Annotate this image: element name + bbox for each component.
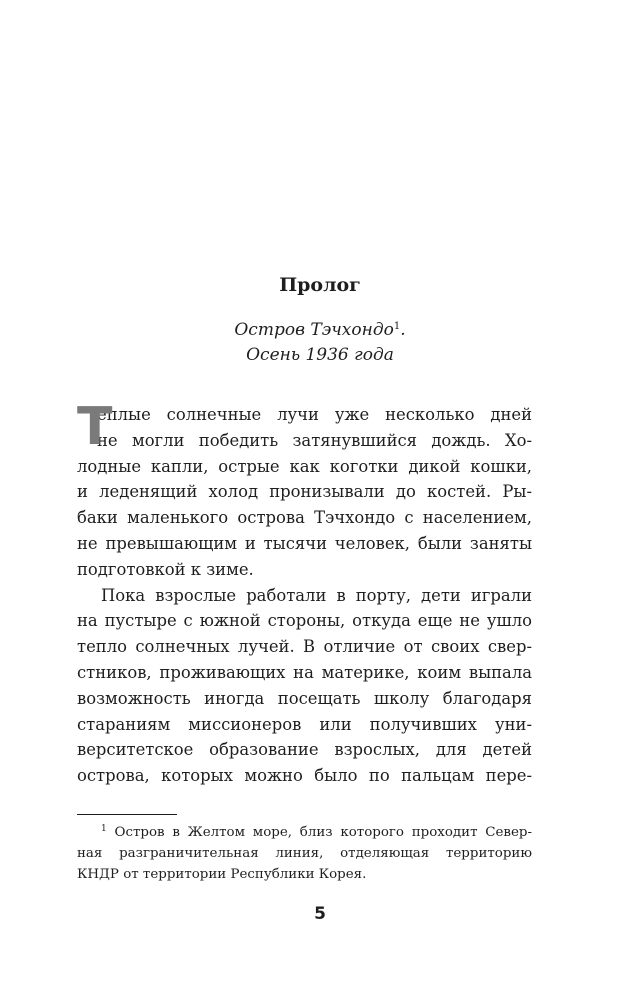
footnote-ref: 1 — [393, 321, 401, 332]
epigraph — [0, 318, 640, 368]
footnote-line — [77, 822, 532, 843]
text-line: и леденящий холод пронизывали до костей. Ры- — [77, 482, 532, 502]
epigraph-place-text: Остров Тэчхондо — [234, 320, 394, 340]
footnote-text: Остров в Желтом море, близ которого проходит Север- — [106, 825, 532, 840]
text-line: тепло солнечных лучей. В отличие от своих свер- — [77, 637, 532, 657]
footnote-marker: 1 — [101, 824, 107, 834]
paragraph-2 — [77, 583, 532, 789]
chapter-title: Пролог — [279, 274, 361, 296]
text-line: стников, проживающих на материке, коим выпала — [77, 662, 532, 682]
body-text — [77, 397, 532, 789]
footnote-line: ная разграничительная линия, отделяющая территорию — [77, 846, 532, 861]
page-number: 5 — [314, 904, 326, 924]
epigraph-place-period: . — [400, 320, 406, 340]
footnote — [77, 822, 532, 885]
text-line: верситетское образование взрослых, для детей — [77, 740, 532, 760]
text-line: баки маленького острова Тэчхондо с населением, — [77, 508, 532, 528]
text-line: стараниям миссионеров или получивших уни- — [77, 714, 532, 734]
text-line: подготовкой к зиме. — [77, 559, 254, 579]
text-line: лодные капли, острые как коготки дикой кошки, — [77, 456, 532, 476]
drop-cap: Т — [77, 397, 113, 457]
epigraph-date: Осень 1936 года — [246, 345, 394, 365]
epigraph-place — [0, 318, 640, 343]
text-line: острова, которых можно было по пальцам пере- — [77, 766, 532, 786]
footnote-divider — [77, 814, 177, 815]
text-line: не могли победить затянувшийся дождь. Хо- — [97, 430, 532, 450]
text-line: Пока взрослые работали в порту, дети играли — [101, 585, 532, 605]
text-line: еплые солнечные лучи уже несколько дней — [97, 405, 532, 424]
footnote-line: КНДР от территории Республики Корея. — [77, 867, 367, 882]
text-line: возможность иногда посещать школу благодаря — [77, 688, 532, 708]
text-line: не превышающим и тысячи человек, были заняты — [77, 533, 532, 553]
paragraph-1 — [77, 397, 532, 583]
text-line: на пустыре с южной стороны, откуда еще не ушло — [77, 611, 532, 631]
